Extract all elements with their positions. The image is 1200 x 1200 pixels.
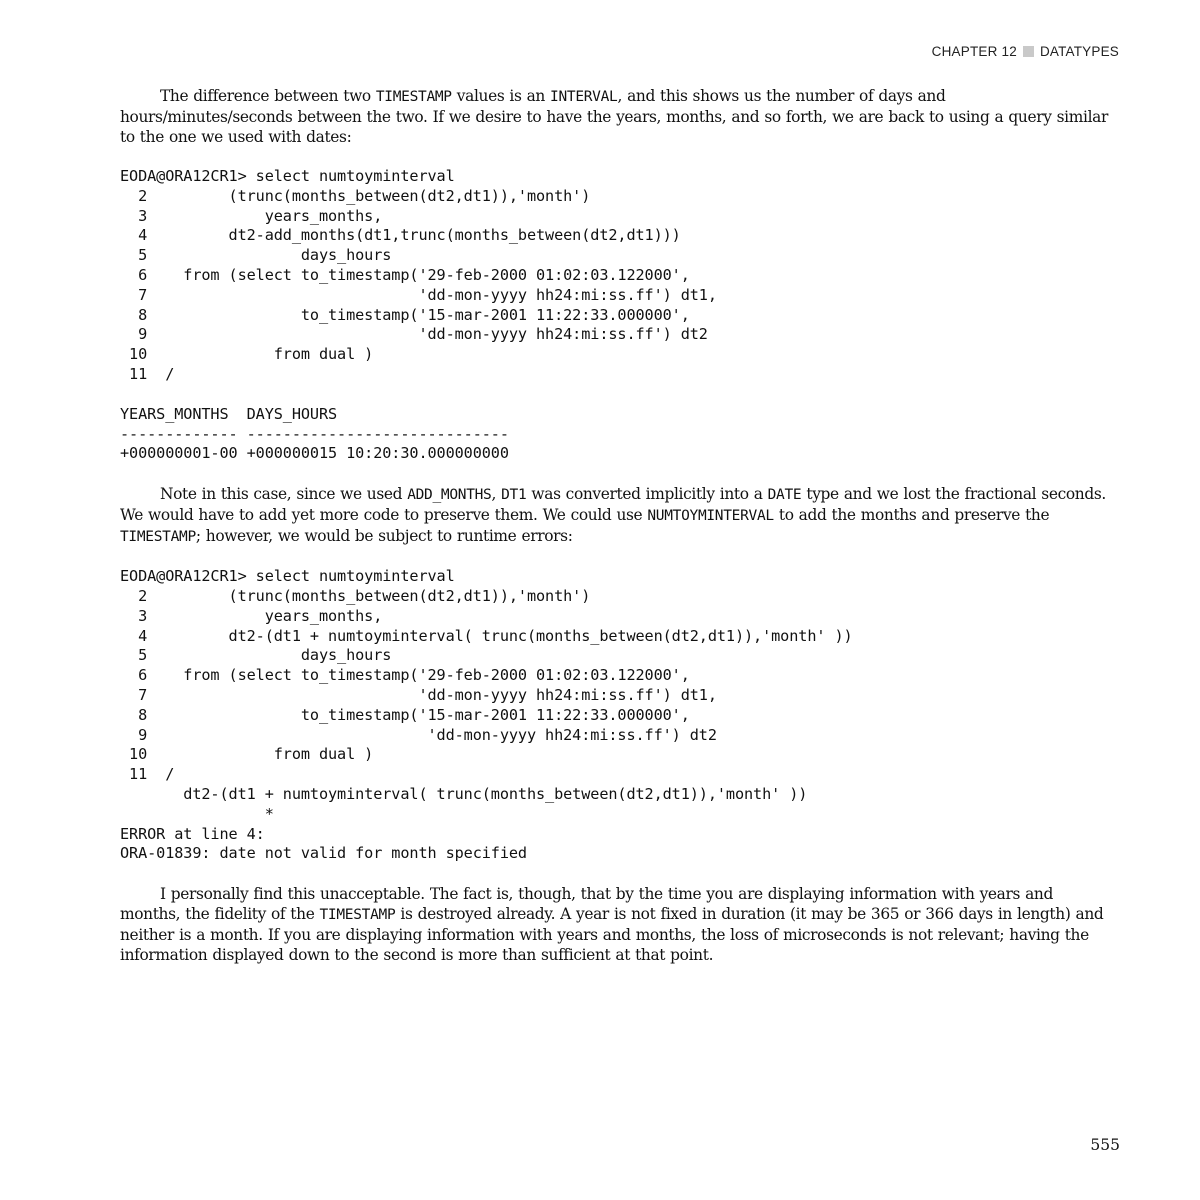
inline-code: TIMESTAMP: [375, 89, 452, 105]
code-block-query-result: YEARS_MONTHS DAYS_HOURS ------------- ----------------------------- +000000001-00 +000000015 10:20:30.000000000: [120, 404, 509, 463]
page-body: [120, 86, 1115, 965]
section-label: DATATYPES: [1039, 44, 1119, 59]
inline-code: TIMESTAMP: [319, 907, 396, 924]
running-header: [932, 44, 1119, 59]
page-number: 555: [1090, 1136, 1120, 1154]
inline-code: ADD_MONTHS: [407, 487, 492, 504]
inline-code: NUMTOYMINTERVAL: [647, 508, 774, 525]
code-block-numtoyminterval-error: EODA@ORA12CR1> select numtoyminterval 2 (trunc(months_between(dt2,dt1)),'month') 3 years_months, 4 dt2-(dt1 + numtoyminterval( trunc(months_between(dt2,dt1)),'month' )) 5 days_hours 6 from (select to_timestamp('29-feb-2000 01:02:03.122000', 7 'dd-mon-yyyy hh24:mi:ss.ff') dt1, 8 to_timestamp('15-mar-2001 11:22:33.000000', 9 'dd-mon-yyyy hh24:mi:ss.ff') dt2 10 from dual ) 11 / dt2-(dt1 + numtoyminterval( trunc(months_between(dt2,dt1)),'month' )) * ERROR at line 4: ORA-01839: date not valid for month specified: [120, 567, 853, 863]
inline-code: INTERVAL: [550, 89, 618, 105]
code-block-add-months-query: EODA@ORA12CR1> select numtoyminterval 2 (trunc(months_between(dt2,dt1)),'month') 3 years_months, 4 dt2-add_months(dt1,trunc(months_between(dt2,dt1))) 5 days_hours 6 from (select to_timestamp('29-feb-2000 01:02:03.122000', 7 'dd-mon-yyyy hh24:mi:ss.ff') dt1, 8 to_timestamp('15-mar-2001 11:22:33.000000', 9 'dd-mon-yyyy hh24:mi:ss.ff') dt2 10 from dual ) 11 /: [120, 167, 717, 383]
chapter-label: CHAPTER 12: [931, 44, 1017, 59]
inline-code: DT1: [501, 487, 527, 504]
paragraph-add-months-note: Note in this case, since we used ADD_MONTHS, DT1 was converted implicitly into a DATE type and we lost the fractional seconds. We would have to add yet more code to preserve them. We could use NUMTOYMINTERVAL to add the months and preserve the TIMESTAMP; however, we would be subject to runtime errors:: [120, 485, 1106, 546]
header-separator-square: [1023, 46, 1034, 57]
paragraph-fidelity-discussion: I personally find this unacceptable. The fact is, though, that by the time you are displaying information with years and months, the fidelity of the TIMESTAMP is destroyed already. A year is not fixed in duration (it may be 365 or 366 days in length) and neither is a month. If you are displaying information with years and months, the loss of microseconds is not relevant; having the information displayed down to the second is more than sufficient at that point.: [120, 885, 1104, 965]
inline-code: DATE: [767, 487, 802, 504]
paragraph-timestamp-difference: The difference between two TIMESTAMP values is an INTERVAL, and this shows us the number of days and hours/minutes/seconds between the two. If we desire to have the years, months, and so forth, we are back to using a query similar to the one we used with dates:: [120, 87, 1108, 146]
inline-code: TIMESTAMP: [120, 529, 196, 546]
